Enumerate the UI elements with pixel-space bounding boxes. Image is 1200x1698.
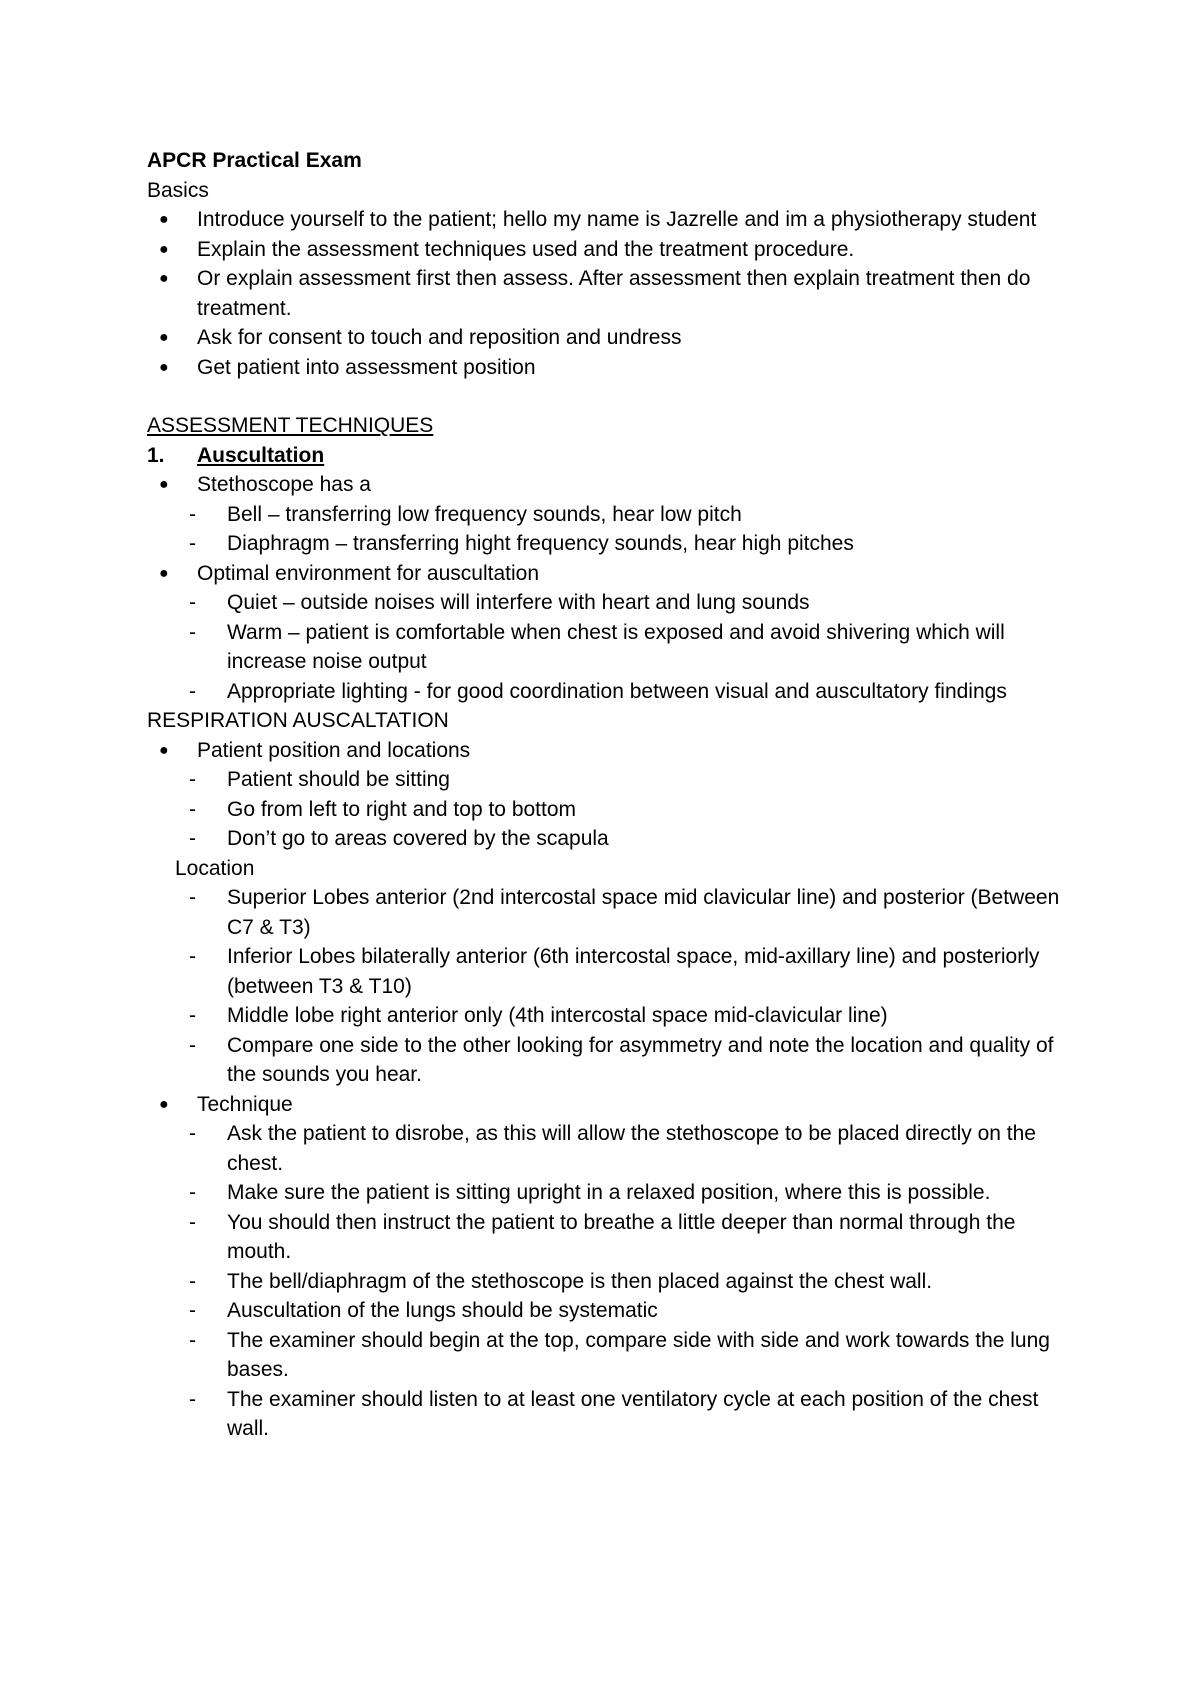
dash-icon: -	[189, 1181, 196, 1204]
position-item: ● Patient position and locations	[147, 736, 1077, 766]
section-heading	[147, 441, 1077, 471]
list-item: - Go from left to right and top to bottom	[147, 795, 1077, 825]
location-label: Location	[175, 856, 255, 880]
dash-icon: -	[189, 679, 196, 703]
list-item: - Appropriate lighting - for good coordination between visual and auscultatory findings	[147, 677, 1077, 707]
list-item: - Compare one side to the other looking for asymmetry and note the location and quality of the sounds you hear.	[147, 1031, 1077, 1090]
dash-icon: -	[189, 532, 196, 555]
dash-icon: -	[189, 1122, 196, 1145]
bullet-icon: ●	[159, 240, 169, 258]
list-item: - You should then instruct the patient to breathe a little deeper than normal through the mouth.	[147, 1208, 1077, 1267]
dash-icon: -	[189, 886, 196, 909]
basics-item: ● Get patient into assessment position	[147, 353, 1077, 383]
dash-icon: -	[189, 1387, 196, 1411]
bullet-icon: ●	[159, 329, 169, 346]
list-item: - Ask the patient to disrobe, as this will allow the stethoscope to be placed directly on the chest.	[147, 1119, 1077, 1178]
respiration-heading: RESPIRATION AUSCALTATION	[147, 709, 449, 732]
dash-icon: -	[189, 797, 196, 821]
list-item: - The examiner should listen to at least one ventilatory cycle at each position of the chest wall.	[147, 1385, 1077, 1444]
bullet-icon: ●	[159, 1095, 169, 1113]
list-item: - Quiet – outside noises will interfere with heart and lung sounds	[147, 588, 1077, 618]
dash-icon: -	[189, 591, 196, 614]
dash-icon: -	[189, 620, 196, 644]
list-item: - Patient should be sitting	[147, 765, 1077, 795]
dash-icon: -	[189, 1033, 196, 1057]
list-item: - Warm – patient is comfortable when chest is exposed and avoid shivering which will increase noise output	[147, 618, 1077, 677]
dash-icon: -	[189, 768, 196, 791]
basics-item: ● Or explain assessment first then assess. After assessment then explain treatment then do treatment.	[147, 264, 1077, 323]
basics-item: ● Ask for consent to touch and reposition and undress	[147, 323, 1077, 353]
basics-item: ● Explain the assessment techniques used and the treatment procedure.	[147, 235, 1077, 265]
list-item: - The examiner should begin at the top, compare side with side and work towards the lung bases.	[147, 1326, 1077, 1385]
dash-icon: -	[189, 1328, 196, 1352]
dash-icon: -	[189, 1004, 196, 1027]
list-item: - Auscultation of the lungs should be systematic	[147, 1296, 1077, 1326]
list-item: - Make sure the patient is sitting upright in a relaxed position, where this is possible.	[147, 1178, 1077, 1208]
list-item: - Inferior Lobes bilaterally anterior (6th intercostal space, mid-axillary line) and posteriorly (between T3 & T10)	[147, 942, 1077, 1001]
assessment-heading: ASSESSMENT TECHNIQUES	[147, 414, 434, 437]
list-item: - Middle lobe right anterior only (4th intercostal space mid-clavicular line)	[147, 1001, 1077, 1031]
list-item: - Don’t go to areas covered by the scapula	[147, 824, 1077, 854]
list-item: - Bell – transferring low frequency sounds, hear low pitch	[147, 500, 1077, 530]
dash-icon: -	[189, 1269, 196, 1293]
stethoscope-item: ● Stethoscope has a	[147, 470, 1077, 500]
bullet-icon: ●	[159, 358, 169, 376]
bullet-icon: ●	[159, 476, 169, 493]
bullet-icon: ●	[159, 270, 169, 287]
dash-icon: -	[189, 1210, 196, 1234]
document-page	[147, 146, 1077, 1444]
list-item: - The bell/diaphragm of the stethoscope is then placed against the chest wall.	[147, 1267, 1077, 1297]
document-title: APCR Practical Exam	[147, 149, 362, 172]
section-title: Auscultation	[197, 443, 325, 467]
basics-item: ● Introduce yourself to the patient; hello my name is Jazrelle and im a physiotherapy student	[147, 205, 1077, 235]
list-item: - Diaphragm – transferring hight frequency sounds, hear high pitches	[147, 529, 1077, 559]
technique-item: ● Technique	[147, 1090, 1077, 1120]
bullet-icon: ●	[159, 211, 169, 228]
basics-heading: Basics	[147, 178, 209, 202]
dash-icon: -	[189, 502, 196, 526]
environment-item: ● Optimal environment for auscultation	[147, 559, 1077, 589]
dash-icon: -	[189, 1299, 196, 1322]
bullet-icon: ●	[159, 741, 169, 759]
bullet-icon: ●	[159, 564, 169, 582]
list-item: - Superior Lobes anterior (2nd intercostal space mid clavicular line) and posterior (Between C7 & T3)	[147, 883, 1077, 942]
section-number: 1.	[147, 443, 165, 467]
dash-icon: -	[189, 827, 196, 850]
dash-icon: -	[189, 945, 196, 968]
